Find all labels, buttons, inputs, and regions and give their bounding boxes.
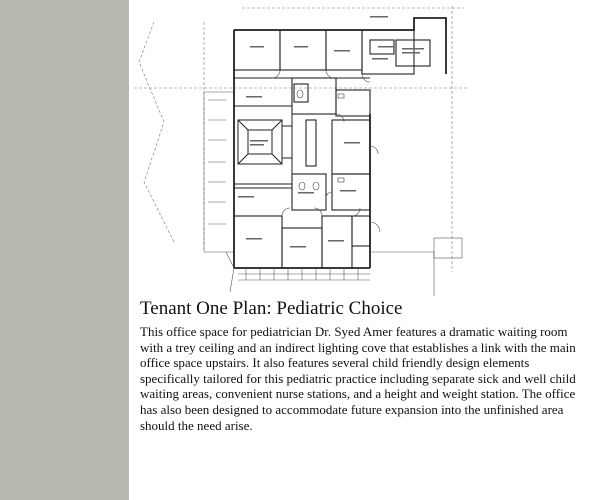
floor-plan-drawing [134, 2, 474, 296]
side-band [0, 0, 129, 500]
page-description: This office space for pediatrician Dr. Syed Amer features a dramatic waiting room with a trey ceiling and an indirect lighting cove that establishes a link with the main office space upstairs. It also features several child friendly design elements specifically tailored for this pediatric practice including separate sick and well child waiting areas, convenient nurse stations, and a height and weight station. The office has also been designed to accommodate future expansion into the unfinished area should the need arise. [140, 324, 576, 433]
page-title: Tenant One Plan: Pediatric Choice [140, 298, 403, 319]
